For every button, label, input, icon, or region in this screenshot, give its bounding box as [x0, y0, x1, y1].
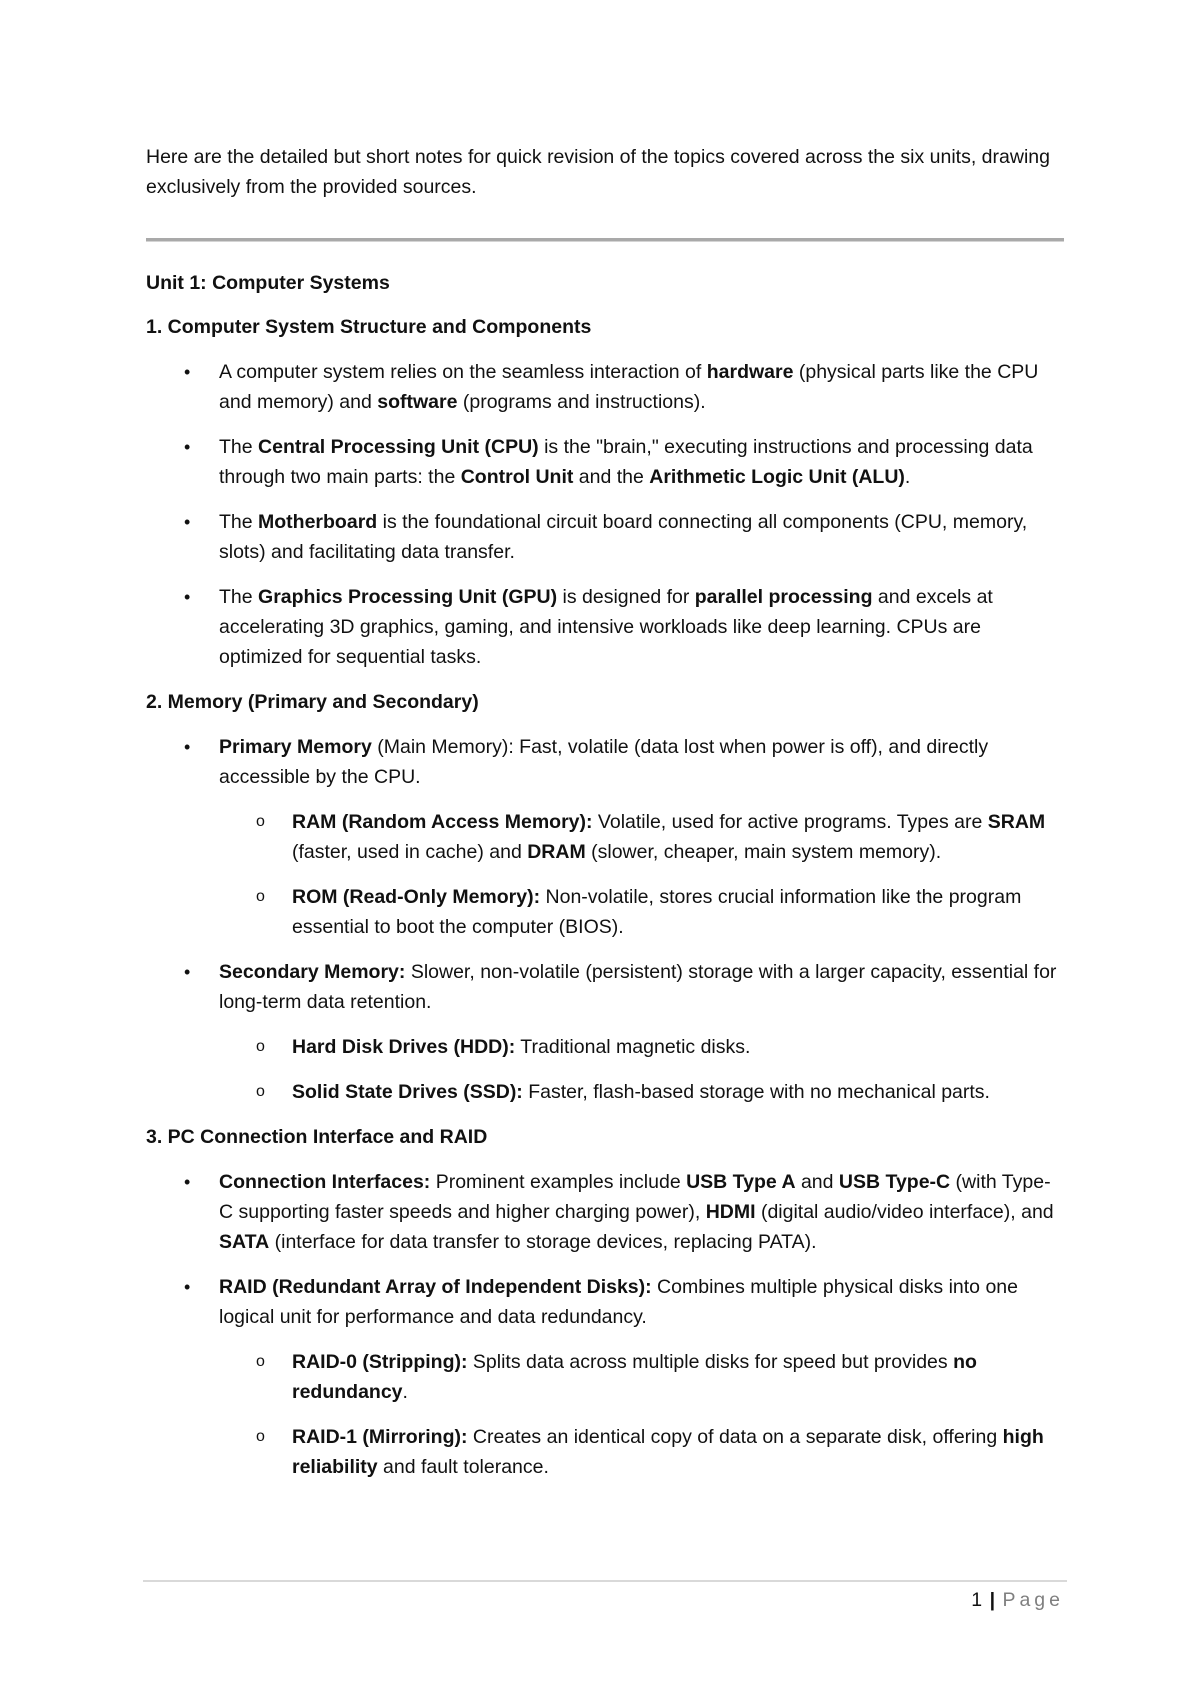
text-run: (digital audio/video interface), and: [755, 1201, 1054, 1223]
text-run: and excels at accelerating 3D graphics, gaming, and intensive workloads like deep learning. CPUs are optimized for sequential tasks.: [219, 586, 993, 668]
text-run: .: [904, 466, 911, 488]
bold-term: no redundancy: [292, 1351, 977, 1403]
bold-term: SRAM: [987, 811, 1046, 833]
bold-term: Central Processing Unit (CPU): [258, 436, 539, 458]
text-run: (faster, used in cache) and: [292, 841, 528, 863]
intro-block: [146, 142, 1064, 202]
text-run: .: [402, 1381, 408, 1403]
bullet-item: [146, 1167, 1064, 1257]
bold-term: Control Unit: [460, 466, 574, 488]
text-run: Faster, flash-based storage with no mechanical parts.: [522, 1081, 990, 1103]
sub-bullet-item: [146, 1347, 1064, 1407]
section-heading: 2. Memory (Primary and Secondary): [146, 691, 479, 713]
text-run: The: [219, 511, 259, 533]
sub-bullet-item: [146, 882, 1064, 942]
bullet-item: [146, 582, 1064, 672]
bold-term: ROM (Read-Only Memory):: [292, 886, 541, 908]
bold-term: RAID-1 (Mirroring):: [292, 1426, 468, 1448]
sub-bullet-item: [146, 1032, 1064, 1062]
text-run: Traditional magnetic disks.: [515, 1036, 751, 1058]
bold-term: Connection Interfaces:: [219, 1171, 431, 1193]
text-run: (interface for data transfer to storage devices, replacing PATA).: [269, 1231, 817, 1253]
text-run: (programs and instructions).: [457, 391, 706, 413]
sub-bullet-item: [146, 807, 1064, 867]
text-run: and fault tolerance.: [377, 1456, 549, 1478]
footer-rule: [143, 1580, 1067, 1582]
bold-term: Graphics Processing Unit (GPU): [258, 586, 558, 608]
page-label: Page: [1002, 1589, 1064, 1611]
text-run: and the: [573, 466, 650, 488]
unit-title: Unit 1: Computer Systems: [146, 272, 390, 294]
notes-body: [146, 312, 1064, 1497]
bold-term: high reliability: [292, 1426, 1044, 1478]
text-run: (with Type-C supporting faster speeds and higher charging power),: [219, 1171, 1051, 1223]
text-run: Combines multiple physical disks into one logical unit for performance and data redundancy.: [219, 1276, 1018, 1328]
text-run: (slower, cheaper, main system memory).: [585, 841, 942, 863]
text-run: Prominent examples include: [430, 1171, 687, 1193]
footer-separator: |: [989, 1589, 996, 1611]
text-run: The: [219, 586, 259, 608]
bold-term: software: [377, 391, 458, 413]
intro-paragraph: Here are the detailed but short notes for quick revision of the topics covered across the six units, drawing exclusively from the provided sources.: [146, 146, 1050, 198]
bold-term: Hard Disk Drives (HDD):: [292, 1036, 516, 1058]
bold-term: RAM (Random Access Memory):: [292, 811, 593, 833]
text-run: Splits data across multiple disks for speed but provides: [467, 1351, 954, 1373]
bullet-item: [146, 1272, 1064, 1332]
page-number: 1: [971, 1589, 983, 1611]
text-run: is the "brain," executing instructions and processing data through two main parts: the: [219, 436, 1033, 488]
bold-term: RAID-0 (Stripping):: [292, 1351, 468, 1373]
bullet-item: [146, 357, 1064, 417]
sub-bullet-item: [146, 1422, 1064, 1482]
bold-term: Solid State Drives (SSD):: [292, 1081, 523, 1103]
text-run: is the foundational circuit board connecting all components (CPU, memory, slots) and facilitating data transfer.: [219, 511, 1028, 563]
bold-term: Arithmetic Logic Unit (ALU): [649, 466, 905, 488]
text-run: (Main Memory): Fast, volatile (data lost when power is off), and directly accessible by the CPU.: [219, 736, 989, 788]
bold-term: HDMI: [705, 1201, 756, 1223]
sub-bullet-item: [146, 1077, 1064, 1107]
bold-term: parallel processing: [694, 586, 873, 608]
bold-term: RAID (Redundant Array of Independent Disks):: [219, 1276, 652, 1298]
text-run: Non-volatile, stores crucial information like the program essential to boot the computer (BIOS).: [292, 886, 1022, 938]
text-run: The: [219, 436, 259, 458]
bullet-item: [146, 732, 1064, 792]
bold-term: SATA: [219, 1231, 270, 1253]
bold-term: hardware: [706, 361, 794, 383]
bold-term: USB Type A: [686, 1171, 796, 1193]
text-run: Volatile, used for active programs. Types are: [592, 811, 988, 833]
bullet-item: [146, 432, 1064, 492]
bold-term: Motherboard: [258, 511, 378, 533]
horizontal-rule: [146, 238, 1064, 242]
page-footer: [971, 1585, 1064, 1615]
bold-term: Primary Memory: [219, 736, 372, 758]
bullet-item: [146, 957, 1064, 1017]
bold-term: USB Type-C: [838, 1171, 951, 1193]
text-run: (physical parts like the CPU and memory) and: [219, 361, 1039, 413]
text-run: Creates an identical copy of data on a separate disk, offering: [467, 1426, 1003, 1448]
text-run: is designed for: [557, 586, 695, 608]
section-heading: 1. Computer System Structure and Components: [146, 316, 592, 338]
bullet-item: [146, 507, 1064, 567]
text-run: Slower, non-volatile (persistent) storage with a larger capacity, essential for long-term data retention.: [219, 961, 1057, 1013]
text-run: and: [795, 1171, 839, 1193]
text-run: A computer system relies on the seamless interaction of: [219, 361, 707, 383]
bold-term: DRAM: [527, 841, 586, 863]
section-heading: 3. PC Connection Interface and RAID: [146, 1126, 488, 1148]
bold-term: Secondary Memory:: [219, 961, 406, 983]
